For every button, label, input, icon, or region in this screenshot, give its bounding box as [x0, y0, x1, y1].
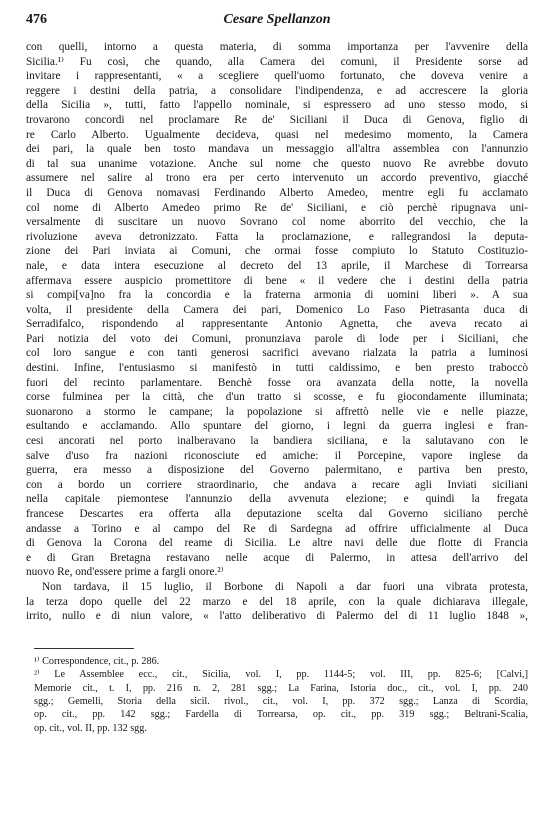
- body-line: e di Gran Bretagna restavano nelle acque di Palermo, in attesa dell'arrivo del: [26, 551, 528, 564]
- body-line: francese Descartes era offerta alla deputazione scelta dal Governo siciliano perchè: [26, 508, 528, 520]
- body-line: trovarono concordi nel proclamare Re de' Siciliani il Duca di Genova, figlio di: [26, 113, 528, 126]
- running-head: [26, 12, 528, 34]
- footnote-line: sgg.; Gemelli, Storia della sicil. rivol., cit., vol. I, pp. 372 sgg.; Lanza di Scordia,: [34, 695, 528, 707]
- body-line: volta, il presidente della Camera dei pari, Domenico Lo Faso Pietrasanta duca di: [26, 303, 528, 316]
- footnote-line: ¹⁾ Correspondence, cit., p. 286.: [34, 655, 160, 667]
- footnotes: [26, 655, 528, 735]
- footnote-rule: [34, 648, 134, 649]
- body-line: suonarono a stormo le campane; la popolazione si affrettò nelle vie e nelle piazze,: [26, 405, 528, 418]
- body-line: zione dei Pari inviata ai Comuni, che ormai fosse compiuto lo Statuto Costituzio-: [26, 245, 528, 258]
- body-line: di Genova la Corona del reame di Sicilia. Le altre navi delle due flotte di Francia: [26, 537, 528, 550]
- body-line: re Carlo Alberto. Ugualmente decideva, quasi nel medesimo momento, la Camera: [26, 128, 528, 141]
- body-line: cesi ancorati nel porto inalberavano la bandiera siciliana, e la salutavano con le: [26, 435, 528, 448]
- body-line: col nome di Alberto Amedeo primo Re de' Siciliani, e ciò perchè ripugnava uni-: [26, 201, 528, 214]
- body-line: il Duca di Genova nomavasi Ferdinando Alberto Amedeo, mentre egli fu acclamato: [26, 186, 528, 199]
- footnote-line: ²⁾ Le Assemblee ecc., cit., Sicilia, vol. I, pp. 1144-5; vol. III, pp. 825-6; [Calvi,]: [34, 669, 528, 681]
- body-line: Non tardava, il 15 luglio, il Borbone di Napoli a dar fuori una vibrata protesta,: [42, 580, 528, 593]
- footnote-line: op. cit., vol. II, pp. 132 sgg.: [34, 722, 147, 734]
- body-line: Sicilia.¹⁾ Fu così, che quando, alla Camera dei comuni, il Presidente sorse ad: [26, 55, 528, 68]
- body-line: Pari notizia del voto dei Comuni, pronunziava parole di lode per i Siciliani, che: [26, 332, 528, 345]
- body-line: fuori del recinto parlamentare. Benchè fosse ora avanzata della notte, la novella: [26, 376, 528, 389]
- body-line: dei pari, la quale ben tosto mandava un messaggio all'altra assemblea con l'annunzio: [26, 143, 528, 156]
- body-line: rivoluzione aveva detronizzato. Fatta la proclamazione, e rallegrandosi la deputa-: [26, 230, 528, 243]
- body-line: di tal sua unanime votazione. Anche sul nome che questo nuovo Re avrebbe dovuto: [26, 157, 528, 170]
- body-line: andasse a Torino e al campo del Re di Sardegna ad offrire ufficialmente al Duca: [26, 522, 528, 535]
- body-line: affermava essere auspicio promettitore di bene « il vedere che i destini della patria: [26, 274, 528, 287]
- body-text: [26, 40, 528, 624]
- body-line: della Sicilia », tutti, fatto l'appello nominale, si espressero ad uno stesso modo, si: [26, 99, 528, 112]
- body-line: Serradifalco, rispondendo al rappresentante Antonio Agnetta, che aveva recato ai: [26, 318, 528, 331]
- body-line: destini. Infine, l'entusiasmo si manifestò in tutti caldissimo, e ben presto traboccò: [26, 362, 528, 375]
- body-line: con quelli, intorno a questa materia, di somma importanza per l'avvenire della: [26, 41, 528, 53]
- body-line: irrito, nullo e di niun valore, « l'atto deliberativo di Palermo del di 11 luglio 1848 »,: [26, 610, 528, 623]
- footnote-line: Memorie cit., t. I, pp. 216 n. 2, 281 sgg.; La Farina, Istoria doc., cit., vol. I, pp. 240: [34, 682, 528, 694]
- body-line: con a bordo un corriere straordinario, che andava a recare agli Inviati siciliani: [26, 478, 528, 491]
- footnote-line: op. cit., pp. 142 sgg.; Fardella di Torrearsa, op. cit., pp. 319 sgg.; Beltrani-Scalia,: [34, 709, 528, 721]
- running-title: Cesare Spellanzon: [223, 12, 331, 27]
- body-line: reggere i destini della patria, a consolidare l'indipendenza, e ad accrescere la gloria: [26, 84, 528, 97]
- body-line: esultando e acclamando. Allo spuntare del giorno, i legni da guerra inglesi e fran-: [26, 420, 528, 433]
- body-line: col loro sangue e con tanti generosi sacrifici avevano rialzata la patria a luminosi: [26, 347, 528, 360]
- body-line: guerra, era messo a disposizione del Governo palermitano, e partiva ben presto,: [26, 464, 528, 477]
- body-line: assumere nel salire al trono era per certo intervenuto un accordo preventivo, giacché: [26, 172, 528, 185]
- body-line: corse fulminea per la città, che d'un tratto si scosse, e fu giocondamente illuminata;: [26, 391, 528, 404]
- page-number: 476: [26, 12, 47, 27]
- body-line: versalmente di suscitare un nuovo Sovrano col nome aborrito del vecchio, che la: [26, 216, 528, 229]
- body-line: si compi[va]no fra la concordia e la fraterna armonia di uomini liberi ». A sua: [26, 289, 528, 302]
- body-line: la terza dopo quelle del 22 marzo e del 18 aprile, con la quale dichiarava illegale,: [26, 595, 528, 608]
- body-line: nale, e data intera esecuzione al decreto del 13 aprile, il Marchese di Torrearsa: [26, 259, 528, 272]
- body-line: salve d'uso fra nazioni riconosciute ed amiche: il Porcepine, vapore inglese da: [26, 449, 528, 462]
- body-line: nella capitale piemontese l'annunzio della avvenuta elezione; e quindi la fregata: [26, 493, 528, 506]
- body-line: invitare i rappresentanti, « a scegliere quell'uomo fortunato, che doveva venire a: [26, 70, 528, 83]
- body-line: nuovo Re, ond'essere prime a fargli onore.²⁾: [26, 566, 224, 579]
